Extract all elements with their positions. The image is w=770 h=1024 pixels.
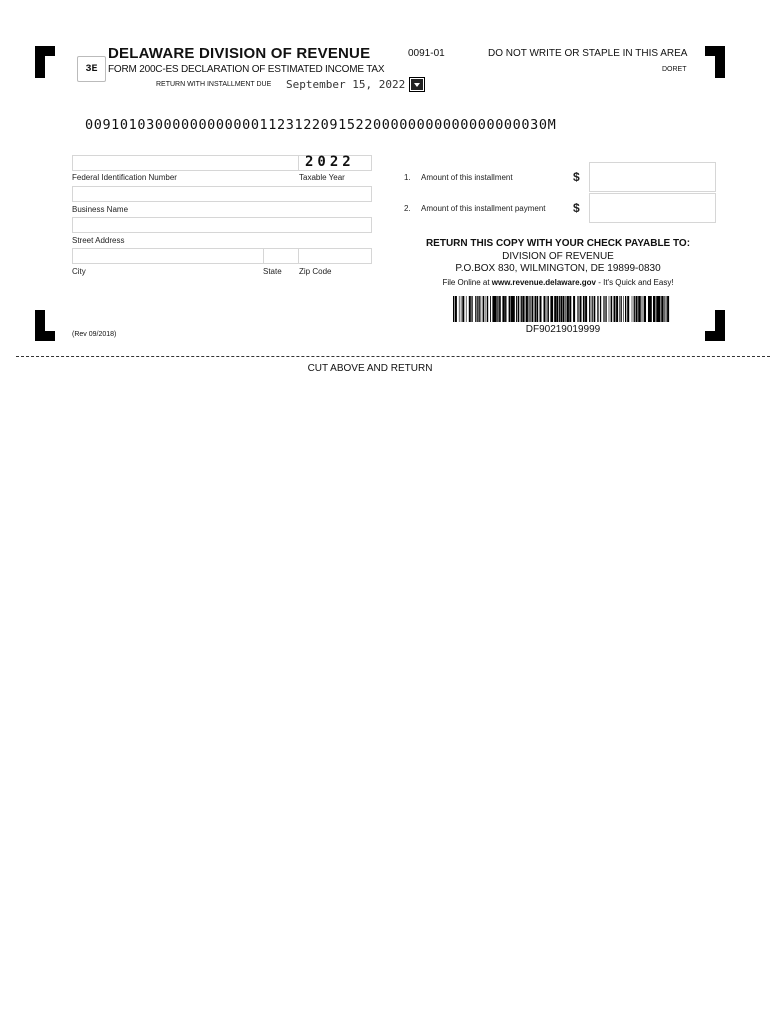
barcode-bar [518, 296, 519, 322]
barcode-bar [589, 296, 590, 322]
business-name-input[interactable] [72, 186, 372, 202]
city-label: City [72, 267, 86, 276]
barcode-bar [544, 296, 546, 322]
barcode-bar [637, 296, 638, 322]
barcode-bar [659, 296, 660, 322]
barcode-bar [567, 296, 569, 322]
barcode-bar [469, 296, 471, 322]
barcode-bar [455, 296, 457, 322]
page-title: DELAWARE DIVISION OF REVENUE [108, 45, 371, 62]
barcode-bar [471, 296, 472, 322]
business-name-label: Business Name [72, 205, 129, 214]
barcode-bar [616, 296, 618, 322]
return-instructions-heading: RETURN THIS COPY WITH YOUR CHECK PAYABLE TO: [425, 238, 691, 249]
barcode-bar [619, 296, 620, 322]
barcode-bar [597, 296, 598, 322]
city-input[interactable] [72, 248, 264, 264]
barcode-bar [643, 296, 644, 322]
barcode-bar [521, 296, 522, 322]
doret-label: DORET [662, 66, 687, 73]
cut-instruction: CUT ABOVE AND RETURN [307, 363, 433, 374]
barcode-bar [604, 296, 605, 322]
barcode-bar [642, 296, 643, 322]
barcode-bar [609, 296, 610, 322]
file-online-suffix: - It's Quick and Easy! [595, 278, 674, 287]
barcode-bar [565, 296, 566, 322]
form-description: FORM 200C-ES DECLARATION OF ESTIMATED INCOME TAX [108, 64, 385, 75]
barcode-bar [453, 296, 454, 322]
barcode-bar [532, 296, 533, 322]
barcode-bar [477, 296, 478, 322]
barcode-bar [526, 296, 528, 322]
barcode-bar [505, 296, 506, 322]
barcode-text: DF90219019999 [525, 324, 601, 335]
line2-label: Amount of this installment payment [421, 204, 546, 213]
barcode-bar [537, 296, 538, 322]
barcode-bar [490, 296, 491, 322]
barcode-bar [522, 296, 524, 322]
barcode-bar [513, 296, 515, 322]
line2-dollar-sign: $ [573, 201, 580, 215]
barcode-bar [561, 296, 562, 322]
cut-line-divider [16, 356, 770, 357]
barcode-bar [664, 296, 665, 322]
fein-input[interactable] [72, 155, 300, 171]
barcode-bar [593, 296, 594, 322]
barcode-bar [462, 296, 464, 322]
street-address-input[interactable] [72, 217, 372, 233]
barcode-bar [502, 296, 504, 322]
file-online-link[interactable]: www.revenue.delaware.gov [491, 278, 596, 287]
file-online-prefix: File Online at [442, 278, 492, 287]
barcode-bar [603, 296, 604, 322]
installment-due-select-value[interactable]: September 15, 2022 [286, 78, 406, 91]
barcode-bar [634, 296, 635, 322]
barcode-bar [600, 296, 601, 322]
barcode-bar [649, 296, 650, 322]
barcode-bar [583, 296, 584, 322]
barcode-bar [552, 296, 553, 322]
barcode-bar [605, 296, 606, 322]
file-online-note [400, 278, 716, 287]
barcode-bar [556, 296, 558, 322]
barcode-bar [476, 296, 477, 322]
installment-amount-input[interactable] [589, 162, 716, 192]
registration-mark-bottom-right-stem [715, 310, 725, 341]
form-code-box: 3E [77, 56, 106, 82]
line2-number: 2. [404, 204, 411, 213]
barcode-bar [623, 296, 624, 322]
line1-number: 1. [404, 173, 411, 182]
barcode-bar [511, 296, 513, 322]
zip-code-label: Zip Code [299, 267, 332, 276]
barcode-bar [667, 296, 669, 322]
barcode-bar [594, 296, 595, 322]
installment-due-dropdown-button[interactable] [409, 77, 425, 92]
barcode-bar [625, 296, 626, 322]
barcode-bar [528, 296, 529, 322]
barcode-bar [578, 296, 579, 322]
barcode-bar [478, 296, 479, 322]
line1-label: Amount of this installment [421, 173, 513, 182]
barcode-bar [504, 296, 505, 322]
installment-due-label: RETURN WITH INSTALLMENT DUE [156, 81, 272, 88]
barcode-bar [529, 296, 530, 322]
scanline: 00910103000000000000112312209152200000000000000000030M [85, 117, 557, 133]
barcode-bar [627, 296, 629, 322]
barcode-bar [654, 296, 655, 322]
barcode-bar [535, 296, 537, 322]
barcode-bar [632, 296, 633, 322]
state-label: State [263, 267, 282, 276]
barcode [453, 296, 673, 322]
barcode-bar [483, 296, 484, 322]
barcode-bar [640, 296, 641, 322]
barcode-bar [499, 296, 500, 322]
barcode-bar [656, 296, 657, 322]
barcode-bar [584, 296, 585, 322]
barcode-bar [621, 296, 622, 322]
barcode-bar [577, 296, 578, 322]
barcode-bar [492, 296, 493, 322]
barcode-bar [547, 296, 548, 322]
barcode-bar [505, 296, 506, 322]
chevron-down-icon [411, 79, 423, 90]
barcode-bar [461, 296, 462, 322]
barcode-bar [584, 296, 585, 322]
fein-label: Federal Identification Number [72, 173, 177, 182]
barcode-bar [592, 296, 593, 322]
barcode-bar [559, 296, 560, 322]
barcode-bar [644, 296, 646, 322]
registration-mark-top-left-stem [35, 46, 45, 78]
registration-mark-bottom-left-stem [35, 310, 45, 341]
barcode-bar [638, 296, 640, 322]
return-address: P.O.BOX 830, WILMINGTON, DE 19899-0830 [455, 263, 661, 274]
barcode-bar [495, 296, 497, 322]
barcode-bar [479, 296, 480, 322]
revision-date: (Rev 09/2018) [72, 331, 117, 338]
barcode-bar [466, 296, 467, 322]
barcode-bar [665, 296, 666, 322]
registration-mark-top-right-stem [715, 46, 725, 78]
barcode-bar [580, 296, 582, 322]
barcode-bar [554, 296, 556, 322]
taxable-year-label: Taxable Year [299, 173, 345, 182]
barcode-bar [459, 296, 460, 322]
barcode-bar [487, 296, 488, 322]
barcode-bar [486, 296, 487, 322]
barcode-bar [614, 296, 616, 322]
barcode-bar [585, 296, 587, 322]
state-input[interactable] [263, 248, 299, 264]
return-payee: DIVISION OF REVENUE [502, 251, 614, 262]
installment-payment-input[interactable] [589, 193, 716, 223]
barcode-bar [661, 296, 662, 322]
barcode-bar [569, 296, 571, 322]
barcode-bar [525, 296, 526, 322]
street-address-label: Street Address [72, 236, 125, 245]
barcode-bar [550, 296, 551, 322]
barcode-bar [509, 296, 511, 322]
barcode-bar [530, 296, 531, 322]
barcode-bar [650, 296, 652, 322]
taxable-year-value: 2022 [305, 154, 355, 170]
barcode-bar [548, 296, 549, 322]
do-not-write-notice: DO NOT WRITE OR STAPLE IN THIS AREA [488, 48, 688, 59]
barcode-bar [661, 296, 663, 322]
line1-dollar-sign: $ [573, 170, 580, 184]
barcode-bar [573, 296, 575, 322]
barcode-bar [666, 296, 667, 322]
barcode-bar [540, 296, 542, 322]
form-number: 0091-01 [408, 48, 445, 59]
barcode-bar [611, 296, 612, 322]
barcode-bar [563, 296, 565, 322]
barcode-bar [516, 296, 517, 322]
barcode-bar [497, 296, 498, 322]
barcode-bar [592, 296, 593, 322]
barcode-bar [482, 296, 483, 322]
zip-code-input[interactable] [298, 248, 372, 264]
